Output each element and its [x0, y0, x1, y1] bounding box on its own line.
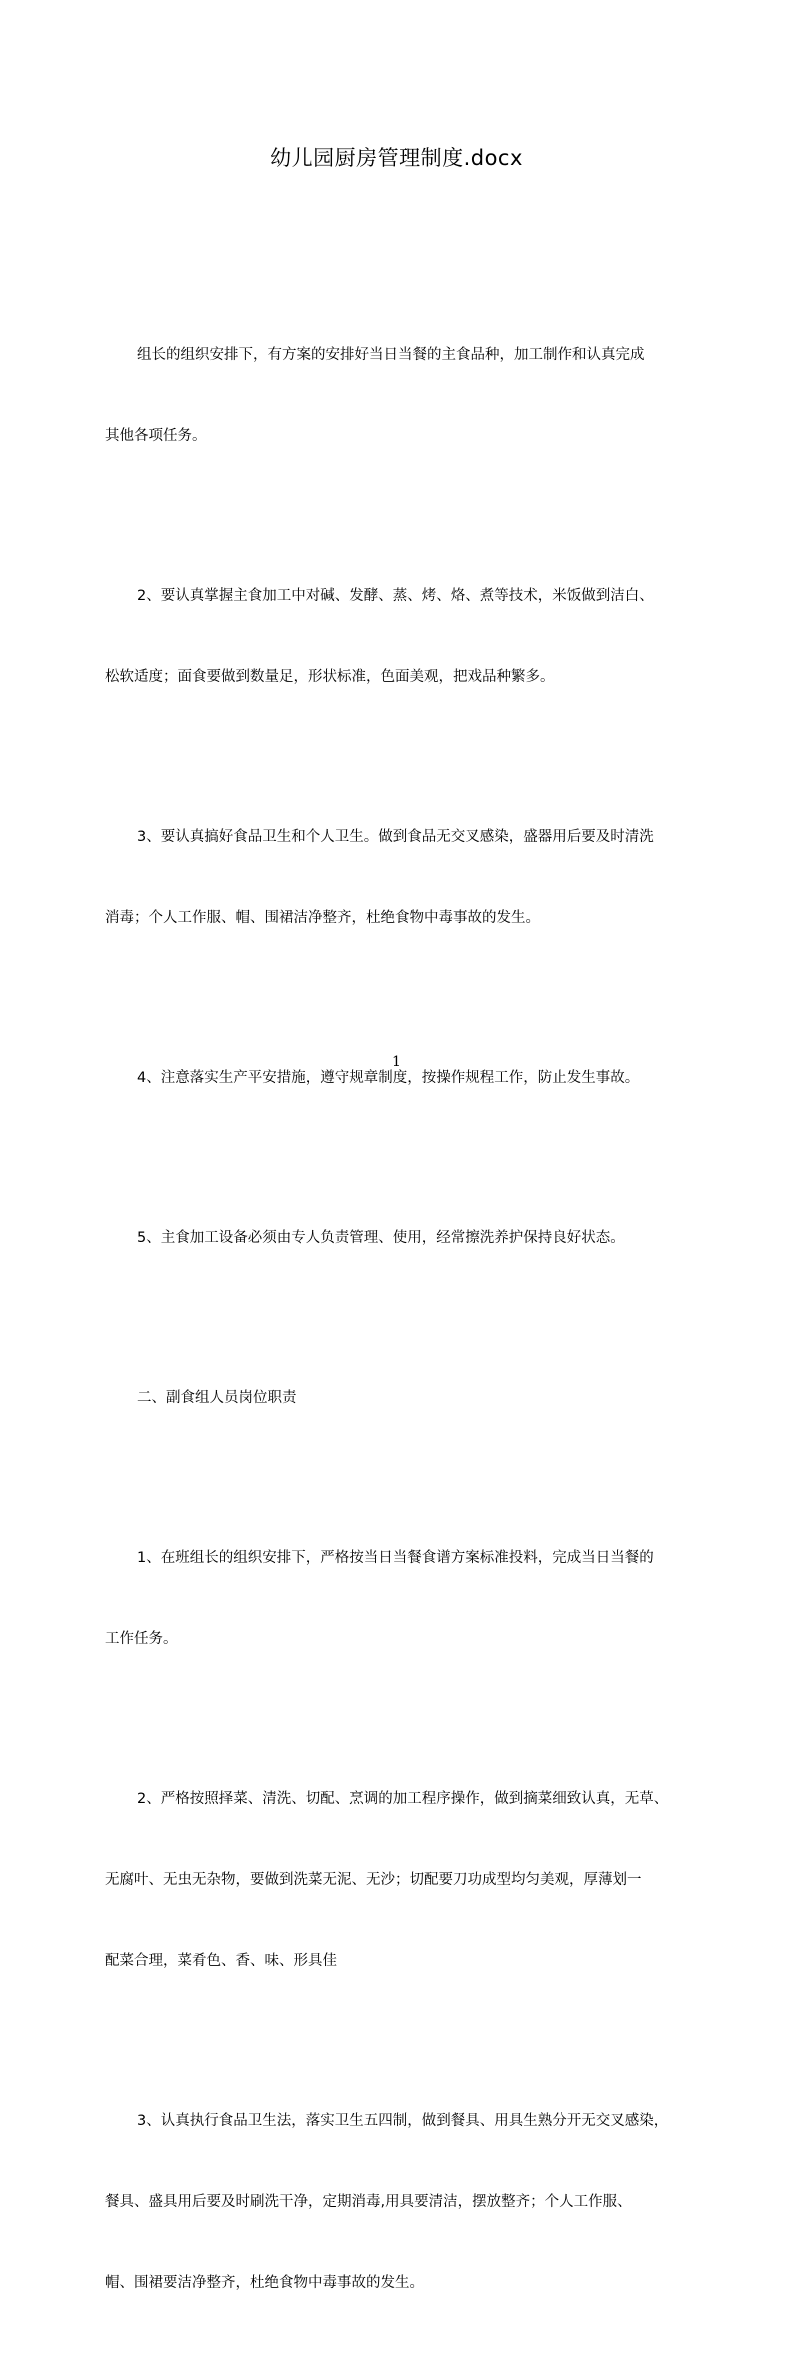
document-body [103, 288, 703, 2376]
paragraph-7 [103, 1732, 703, 2029]
paragraph-line: 2、严格按照择菜、清洗、切配、烹调的加工程序操作，做到摘菜细致认真，无草、 [137, 1791, 669, 1807]
paragraph-8 [103, 2054, 703, 2351]
section-heading [103, 1331, 703, 1466]
paragraph-line: 无腐叶、无虫无杂物，要做到洗菜无泥、无沙；切配要刀功成型均匀美观，厚薄划一 [105, 1872, 642, 1888]
paragraph-line: 5、主食加工设备必须由专人负责管理、使用，经常擦洗养护保持良好状态。 [137, 1230, 625, 1246]
paragraph-4 [103, 1011, 703, 1146]
paragraph-line: 3、要认真搞好食品卫生和个人卫生。做到食品无交叉感染，盛器用后要及时清洗 [137, 829, 654, 845]
paragraph-line: 工作任务。 [105, 1631, 178, 1647]
paragraph-5 [103, 1171, 703, 1306]
paragraph-6 [103, 1491, 703, 1707]
paragraph-line: 消毒；个人工作服、帽、围裙洁净整齐，杜绝食物中毒事故的发生。 [105, 910, 540, 926]
paragraph-2 [103, 529, 703, 745]
paragraph-line: 松软适度；面食要做到数量足，形状标准，色面美观，把戏品种繁多。 [105, 669, 555, 685]
paragraph-line: 二、副食组人员岗位职责 [137, 1390, 297, 1406]
paragraph-line: 1、在班组长的组织安排下，严格按当日当餐食谱方案标准投料，完成当日当餐的 [137, 1550, 654, 1566]
paragraph-line: 4、注意落实生产平安措施，遵守规章制度，按操作规程工作，防止发生事故。 [137, 1070, 640, 1086]
paragraph-1 [103, 288, 703, 504]
page-number: 1 [392, 1054, 401, 1070]
paragraph-line: 帽、围裙要洁净整齐，杜绝食物中毒事故的发生。 [105, 2275, 424, 2291]
paragraph-line: 餐具、盛具用后要及时刷洗干净，定期消毒,用具要清洁，摆放整齐；个人工作服、 [105, 2194, 632, 2210]
document-title: 幼儿园厨房管理制度.docx [270, 146, 523, 170]
paragraph-line: 配菜合理，菜肴色、香、味、形具佳 [105, 1953, 337, 1969]
paragraph-line: 3、认真执行食品卫生法，落实卫生五四制，做到餐具、用具生熟分开无交叉感染， [137, 2113, 669, 2129]
paragraph-3 [103, 770, 703, 986]
paragraph-line: 2、要认真掌握主食加工中对碱、发酵、蒸、烤、烙、煮等技术，米饭做到洁白、 [137, 588, 654, 604]
paragraph-line: 其他各项任务。 [105, 428, 207, 444]
paragraph-line: 组长的组织安排下，有方案的安排好当日当餐的主食品种，加工制作和认真完成 [137, 347, 645, 363]
